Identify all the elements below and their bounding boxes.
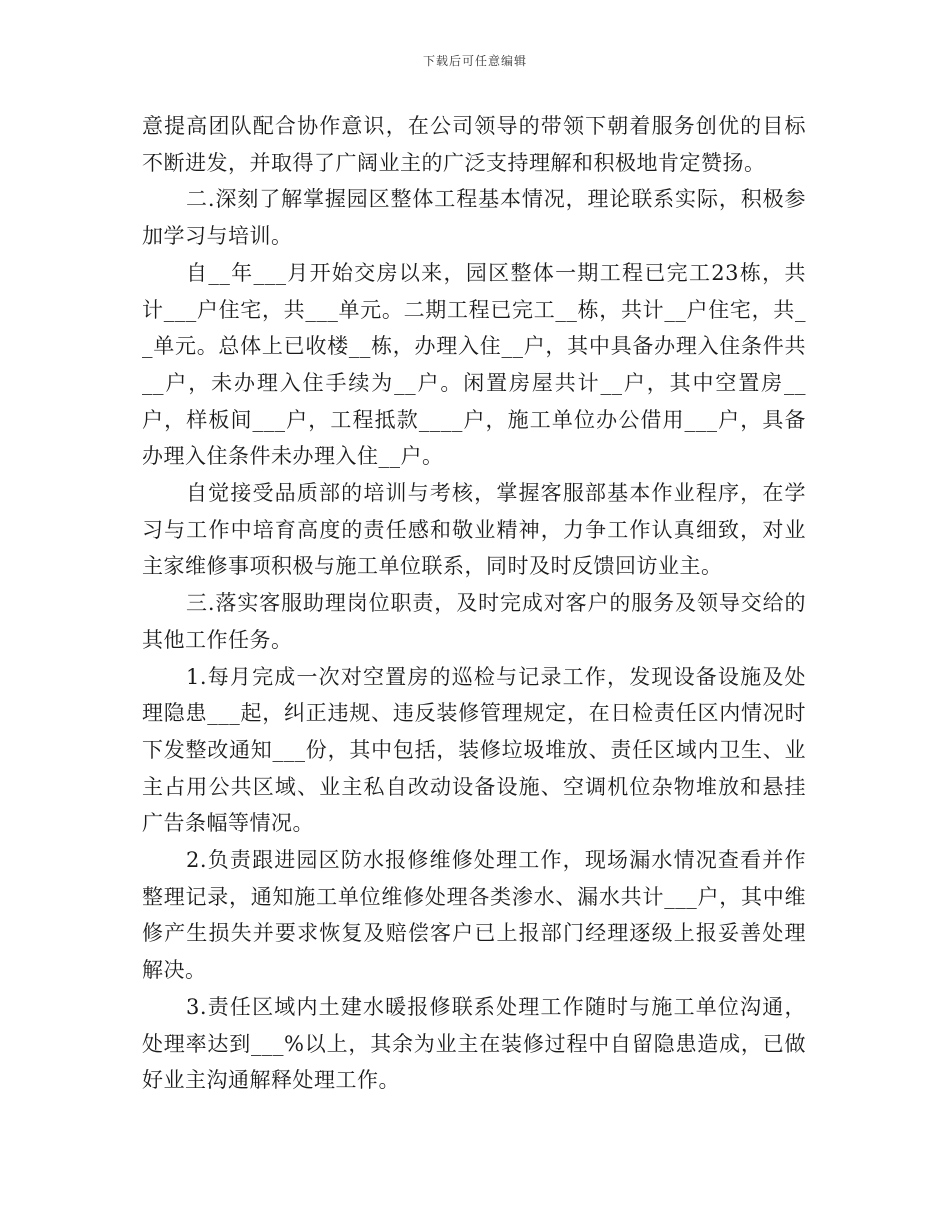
page-header: 下载后可任意编辑 xyxy=(422,54,527,68)
paragraph-item-one: 1.每月完成一次对空置房的巡检与记录工作，发现设备设施及处理隐患___起，纠正违规、违反装修管理规定，在日检责任区内情况时下发整改通知___份，其中包括，装修垃圾堆放、责任区域内卫生、业主占用公共区域、业主私自改动设备设施、空调机位杂物堆放和悬挂广告条幅等情况。 xyxy=(142,664,806,836)
paragraph-continuation: 意提高团队配合协作意识，在公司领导的带领下朝着服务创优的目标不断进发，并取得了广阔业主的广泛支持理解和积极地肯定赞扬。 xyxy=(142,114,806,175)
paragraph-section-three-heading: 三.落实客服助理岗位职责，及时完成对客户的服务及领导交给的其他工作任务。 xyxy=(142,591,806,652)
paragraph-item-three: 3.责任区域内土建水暖报修联系处理工作随时与施工单位沟通，处理率达到___%以上，其余为业主在装修过程中自留隐患造成，已做好业主沟通解释处理工作。 xyxy=(142,994,806,1093)
paragraph-training: 自觉接受品质部的培训与考核，掌握客服部基本作业程序，在学习与工作中培育高度的责任感和敬业精神，力争工作认真细致，对业主家维修事项积极与施工单位联系，同时及时反馈回访业主。 xyxy=(142,481,806,579)
paragraph-section-two-heading: 二.深刻了解掌握园区整体工程基本情况，理论联系实际，积极参加学习与培训。 xyxy=(142,187,806,249)
paragraph-item-two: 2.负责跟进园区防水报修维修处理工作，现场漏水情况查看并作整理记录，通知施工单位维修处理各类渗水、漏水共计___户，其中维修产生损失并要求恢复及赔偿客户已上报部门经理逐级上报妥善处理解决。 xyxy=(142,848,806,983)
document-body xyxy=(142,108,806,1099)
paragraph-project-stats: 自__年___月开始交房以来，园区整体一期工程已完工23栋，共计___户住宅，共___单元。二期工程已完工__栋，共计__户住宅，共__单元。总体上已收楼__栋，办理入住__户，其中具备办理入住条件共__户，未办理入住手续为__户。闲置房屋共计__户，其中空置房__户，样板间___户，工程抵款____户，施工单位办公借用___户，具备办理入住条件未办理入住__户。 xyxy=(142,260,806,469)
